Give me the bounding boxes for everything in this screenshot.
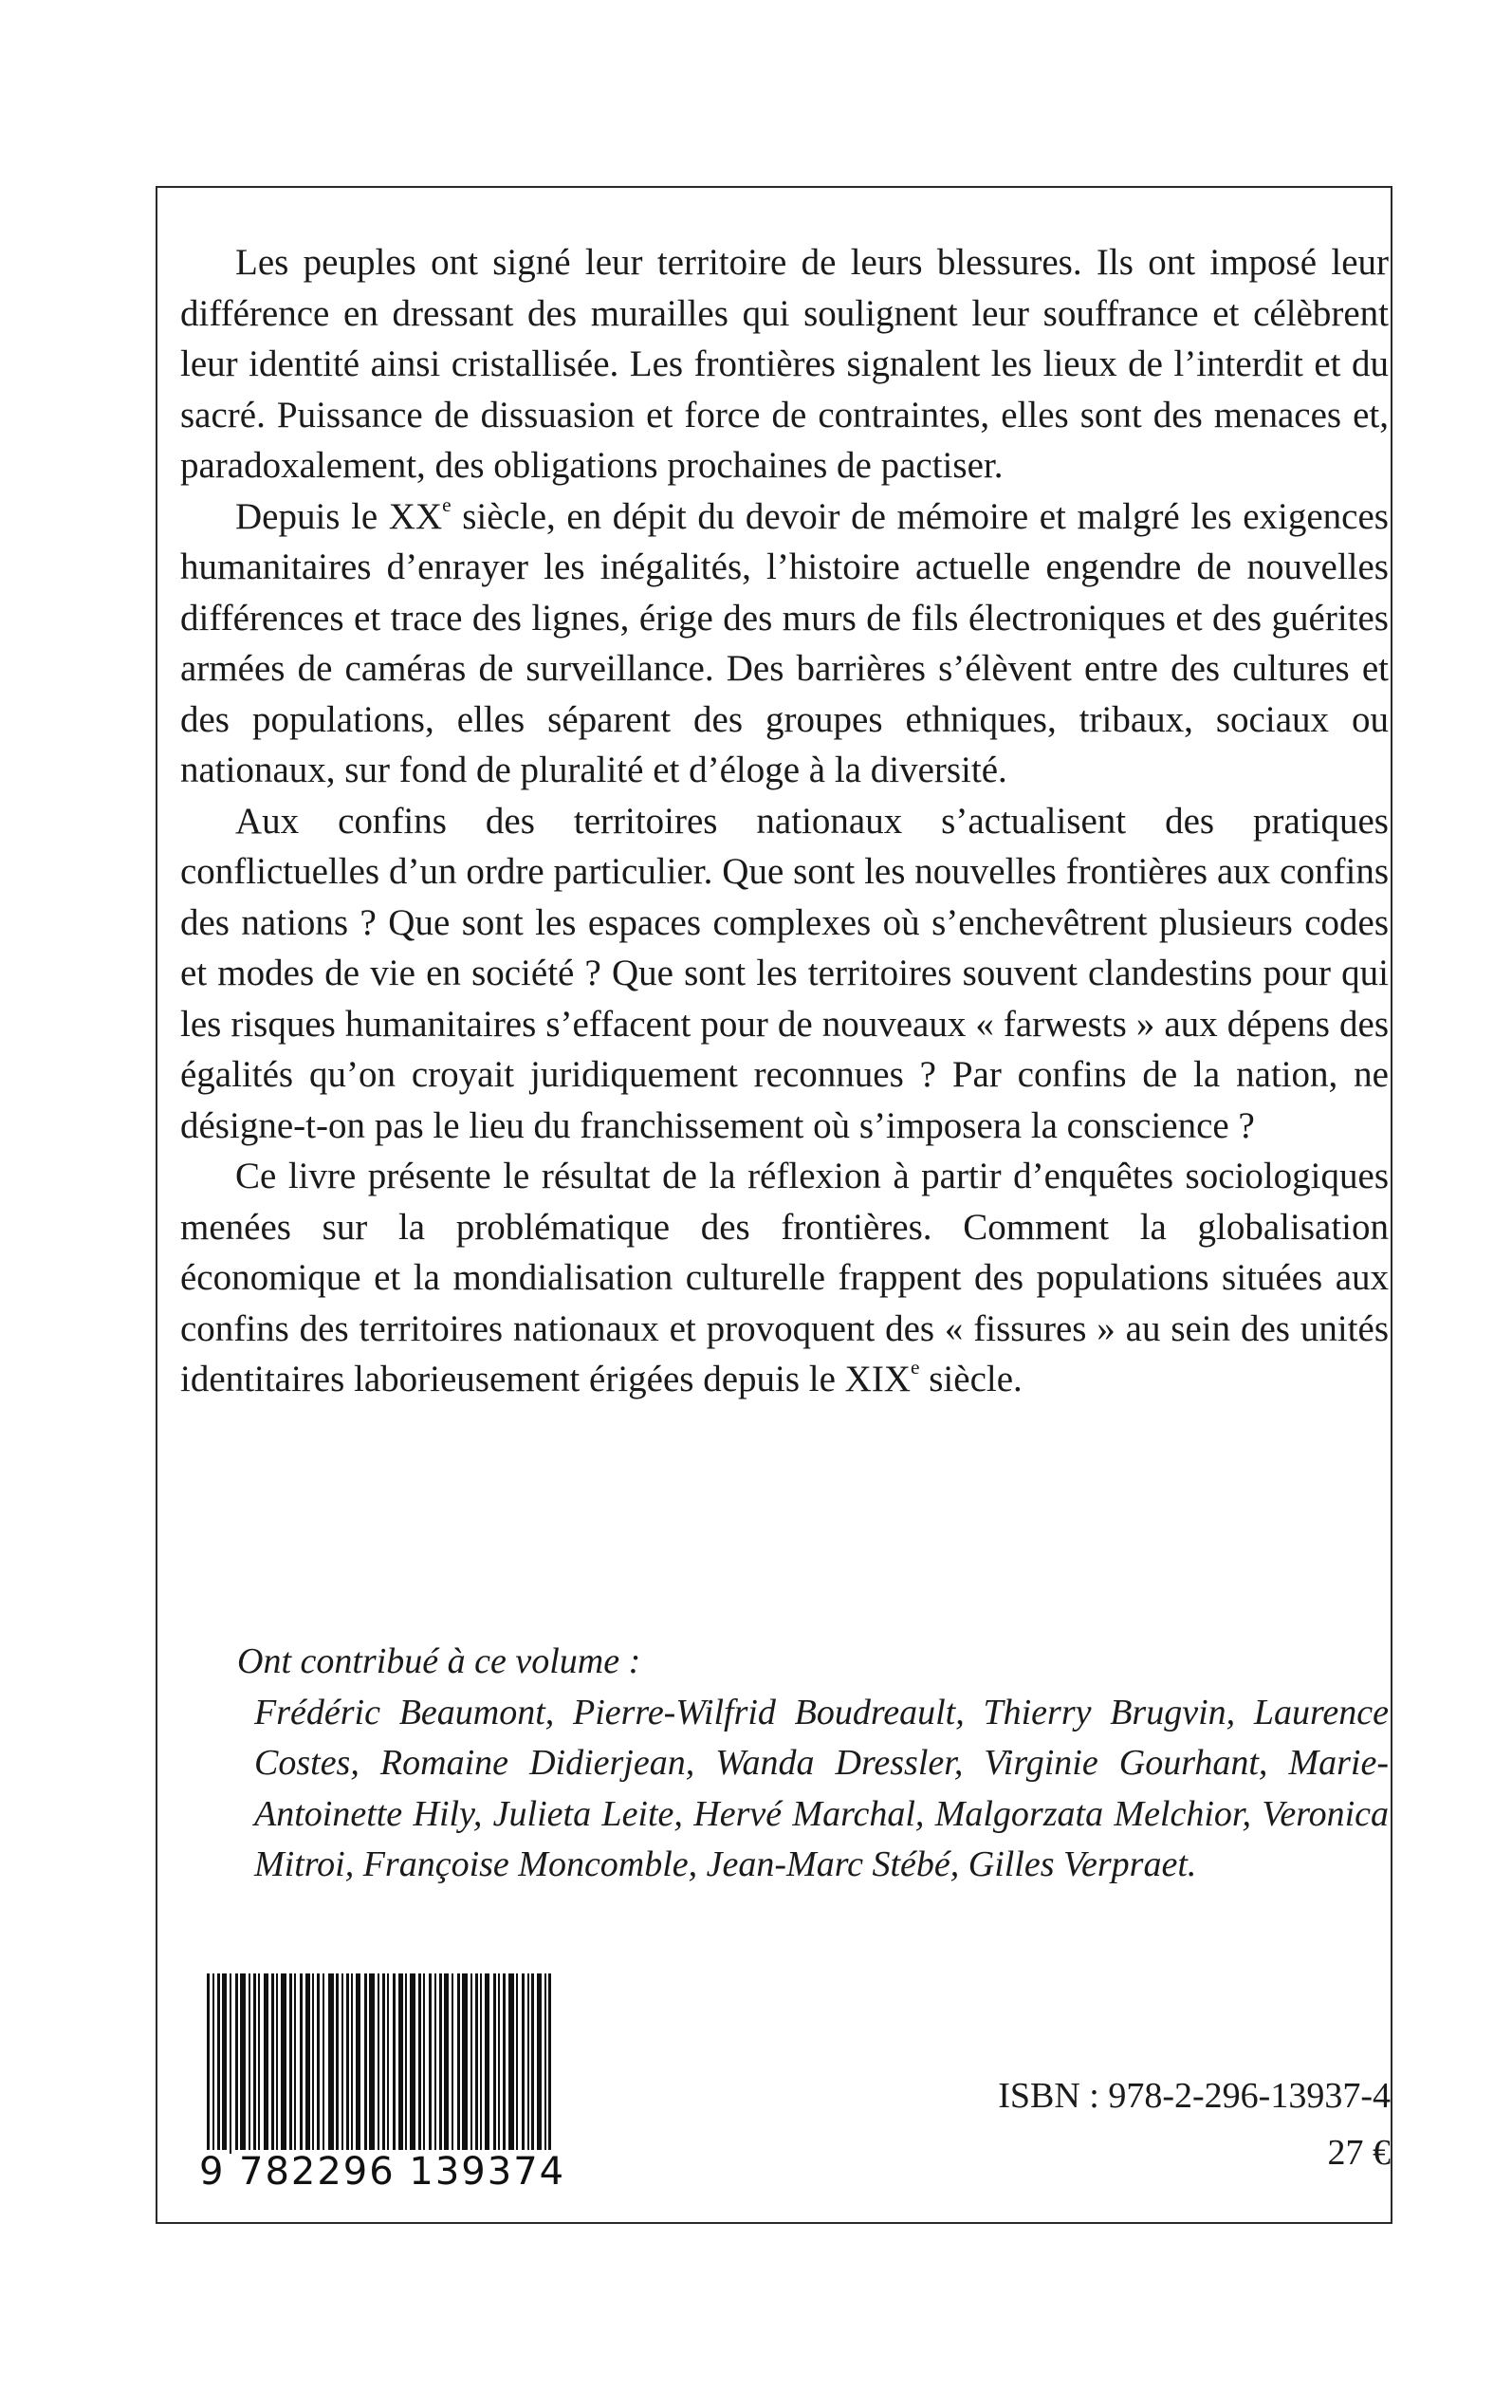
barcode-bar	[323, 1973, 324, 2154]
barcode-bar	[230, 1973, 231, 2154]
barcode-bar	[398, 1973, 403, 2154]
barcode-bar	[294, 1973, 296, 2154]
barcode-bar	[249, 1973, 250, 2154]
barcode-bar	[312, 1973, 314, 2154]
contributors-section	[237, 1637, 1389, 1891]
barcode-bar	[452, 1973, 453, 2154]
blurb-paragraph-4: Ce livre présente le résultat de la réflexion à partir d’enquêtes sociologiques menées sur la problématique des frontières. Comment la globalisation économique et la mondialisation culturelle frappent des populations situées aux confins des territoires nationaux et provoquent des « fissures » au sein des unités identitaires laborieusement érigées depuis le XIXe siècle.	[180, 1156, 1389, 1399]
barcode-bar	[475, 1973, 478, 2154]
barcode-bar	[470, 1973, 472, 2154]
barcode-bar	[457, 1973, 460, 2154]
contributors-heading: Ont contribué à ce volume :	[237, 1641, 641, 1681]
barcode-bar	[516, 1973, 518, 2154]
barcode-bar	[439, 1973, 442, 2154]
barcode-bar	[531, 1973, 534, 2154]
barcode-bar	[429, 1973, 432, 2154]
barcode-bar	[276, 1973, 278, 2154]
barcode-bar	[356, 1973, 360, 2154]
barcode-bar	[346, 1973, 349, 2154]
barcode-bar	[240, 1973, 246, 2154]
barcode-bar	[410, 1973, 415, 2154]
barcode-digits	[201, 2150, 599, 2194]
barcode-bar	[522, 1973, 525, 2154]
barcode-bar	[444, 1973, 449, 2154]
superscript-e: e	[442, 492, 452, 516]
barcode-bar	[281, 1973, 286, 2154]
barcode-bar	[434, 1973, 436, 2154]
barcode-bar	[235, 1973, 238, 2154]
barcode-bar	[336, 1973, 339, 2154]
barcode-bar	[264, 1973, 268, 2154]
blurb-paragraph-2: Depuis le XXe siècle, en dépit du devoir de mémoire et malgré les exigences humanitaires d’enrayer les inégalités, l’histoire actuelle engendre de nouvelles différences et trace des lignes, érige des murs de fils électroniques et des guérites armées de caméras de surveillance. Des barrières s’élèvent entre des cultures et des populations, elles séparent des groupes ethniques, tribaux, sociaux ou nationaux, sur fond de pluralité et d’éloge à la diversité.	[180, 492, 1389, 790]
contributors-names: Frédéric Beaumont, Pierre-Wilfrid Boudreault, Thierry Brugvin, Laurence Costes, Romaine Didierjean, Wanda Dressler, Virginie Gourhant, Marie-Antoinette Hily, Julieta Leite, Hervé Marchal, Malgorzata Melchior, Veronica Mitroi, Françoise Moncomble, Jean-Marc Stébé, Gilles Verpraet.	[254, 1692, 1389, 1884]
superscript-e: e	[910, 1355, 920, 1379]
barcode-bar	[222, 1973, 227, 2154]
barcode-bar	[537, 1973, 542, 2154]
barcode-bar	[369, 1973, 375, 2154]
barcode-bar	[305, 1973, 310, 2154]
barcode-bar	[387, 1973, 389, 2154]
barcode-bar	[341, 1973, 343, 2154]
barcode-bar	[423, 1973, 425, 2154]
barcode-bar	[271, 1973, 274, 2154]
barcode-bar	[258, 1973, 260, 2154]
barcode-bar	[289, 1973, 292, 2154]
barcode-bar	[217, 1973, 220, 2154]
back-cover-blurb	[180, 237, 1389, 1405]
barcode-lead-digit: 9	[199, 2150, 226, 2194]
blurb-paragraph-1: Les peuples ont signé leur territoire de leurs blessures. Ils ont imposé leur différence en dressant des murailles qui soulignent leur souffrance et célèbrent leur identité ainsi cristallisée. Les frontières signalent les lieux de l’interdit et du sacré. Puissance de dissuasion et force de contraintes, elles sont des menaces et, paradoxalement, des obligations prochaines de pactiser.	[180, 242, 1389, 486]
barcode-bar	[393, 1973, 396, 2154]
barcode-bar	[493, 1973, 496, 2154]
barcode-bar	[300, 1973, 303, 2154]
price: 27 €	[1327, 2133, 1391, 2173]
barcode	[199, 1973, 599, 2194]
barcode-bar	[328, 1973, 334, 2154]
barcode-bar	[317, 1973, 320, 2154]
isbn-number: ISBN : 978-2-296-13937-4	[998, 2076, 1391, 2116]
barcode-bar	[480, 1973, 482, 2154]
barcode-bar	[485, 1973, 489, 2154]
barcode-bar	[351, 1973, 353, 2154]
barcode-bar	[527, 1973, 529, 2154]
barcode-bar	[498, 1973, 500, 2154]
barcode-bar	[462, 1973, 468, 2154]
barcode-bar	[508, 1973, 514, 2154]
barcode-number: 782296 139374	[235, 2150, 569, 2194]
barcode-bar	[405, 1973, 407, 2154]
barcode-bar	[503, 1973, 506, 2154]
blurb-paragraph-3: Aux confins des territoires nationaux s’actualisent des pratiques conflictuelles d’un ordre particulier. Que sont les nouvelles frontières aux confins des nations ? Que sont les espaces complexes où s’enchevêtrent plusieurs codes et modes de vie en société ? Que sont les territoires souvent clandestins pour qui les risques humanitaires s’effacent pour de nouveaux « farwests » aux dépens des égalités qu’on croyait juridiquement reconnues ? Par confins de la nation, ne désigne-t-on pas le lieu du franchissement où s’imposera la conscience ?	[180, 800, 1389, 1146]
barcode-bar	[253, 1973, 256, 2154]
barcode-bar	[364, 1973, 367, 2154]
barcode-bar	[418, 1973, 421, 2154]
